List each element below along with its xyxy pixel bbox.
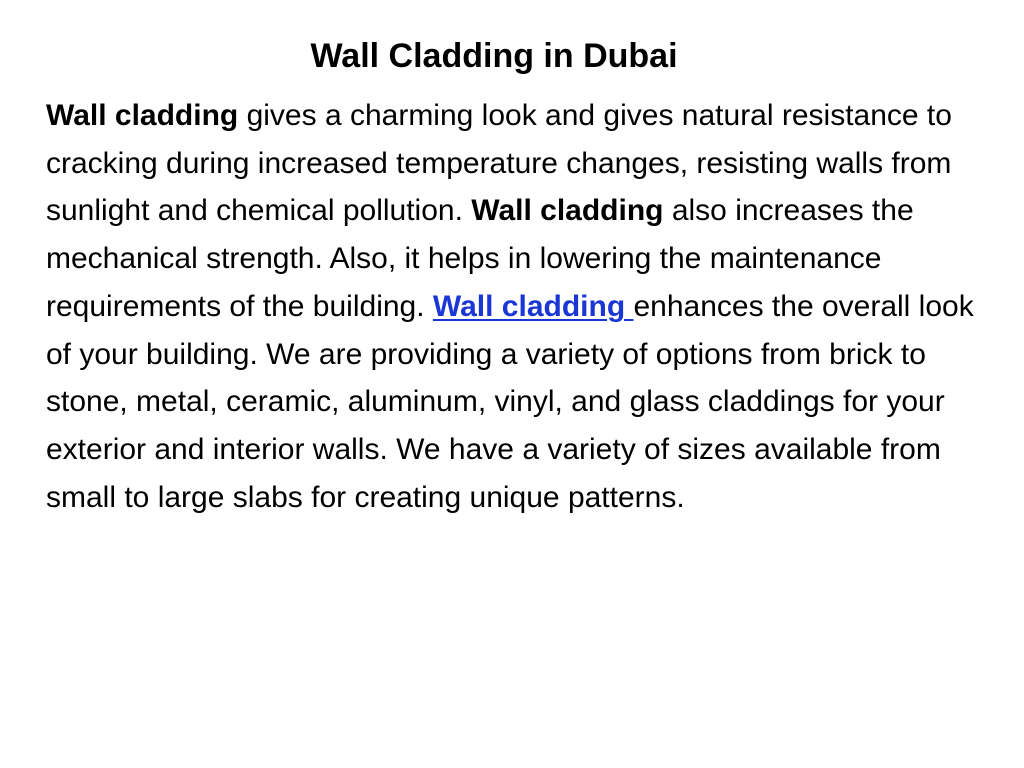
wall-cladding-link[interactable]: Wall cladding <box>432 289 634 323</box>
bold-term-wall-cladding-2: Wall cladding <box>471 194 664 228</box>
paragraph-text-3: enhances the overall look of your building. We are providing a variety of options from brick to stone, metal, ceramic, aluminum, vinyl, and glass claddings for your exterior and interior walls. We have a variety of sizes available from small to large slabs for creating unique patterns. <box>46 289 974 514</box>
paragraph-text-1: gives a charming look and gives natural resistance to cracking during increased temperature changes, resisting walls from sunlight and chemical pollution. <box>46 99 952 228</box>
bold-term-wall-cladding-1: Wall cladding <box>46 99 239 132</box>
body-paragraph <box>46 92 996 521</box>
slide-title: Wall Cladding in Dubai <box>310 37 678 75</box>
paragraph-text-2: also increases the mechanical strength. Also, it helps in lowering the maintenance requirements of the building. <box>46 194 914 323</box>
